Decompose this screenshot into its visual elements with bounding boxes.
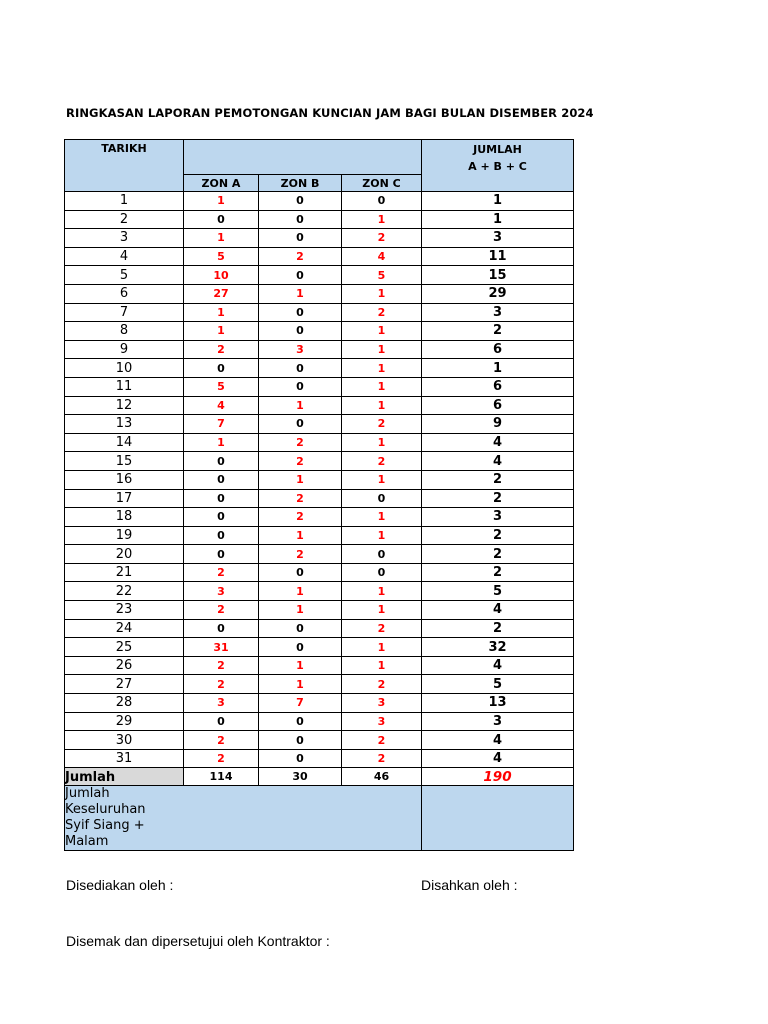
cell-zon-b: 2 xyxy=(259,247,342,266)
cell-zon-c: 4 xyxy=(342,247,422,266)
cell-jumlah: 3 xyxy=(422,712,574,731)
header-jumlah xyxy=(422,140,574,192)
cell-zon-c: 2 xyxy=(342,415,422,434)
cell-zon-b: 2 xyxy=(259,489,342,508)
cell-zon-b: 0 xyxy=(259,731,342,750)
cell-jumlah: 11 xyxy=(422,247,574,266)
header-zon-c: ZON C xyxy=(342,175,422,192)
cell-zon-a: 5 xyxy=(184,247,259,266)
cell-zon-c: 0 xyxy=(342,545,422,564)
cell-zon-b: 0 xyxy=(259,563,342,582)
keseluruhan-line: Malam xyxy=(65,834,109,850)
cell-zon-c: 1 xyxy=(342,470,422,489)
cell-jumlah: 3 xyxy=(422,229,574,248)
keseluruhan-value xyxy=(422,786,574,851)
table-row xyxy=(65,359,574,378)
cell-jumlah: 4 xyxy=(422,656,574,675)
checked-by-label: Disemak dan dipersetujui oleh Kontraktor : xyxy=(66,933,330,949)
cell-tarikh: 26 xyxy=(65,656,184,675)
cell-jumlah: 2 xyxy=(422,470,574,489)
cell-tarikh: 18 xyxy=(65,508,184,527)
cell-zon-a: 2 xyxy=(184,749,259,768)
table-row xyxy=(65,526,574,545)
table-row xyxy=(65,340,574,359)
table-row xyxy=(65,749,574,768)
cell-jumlah: 1 xyxy=(422,192,574,211)
table-row xyxy=(65,247,574,266)
cell-zon-b: 1 xyxy=(259,284,342,303)
cell-zon-a: 2 xyxy=(184,340,259,359)
cell-zon-a: 2 xyxy=(184,656,259,675)
cell-tarikh: 1 xyxy=(65,192,184,211)
cell-tarikh: 21 xyxy=(65,563,184,582)
cell-zon-b: 2 xyxy=(259,433,342,452)
cell-zon-a: 1 xyxy=(184,192,259,211)
cell-zon-c: 1 xyxy=(342,377,422,396)
summary-table xyxy=(64,139,574,851)
cell-zon-c: 1 xyxy=(342,396,422,415)
cell-jumlah: 4 xyxy=(422,749,574,768)
cell-zon-a: 2 xyxy=(184,601,259,620)
cell-zon-b: 0 xyxy=(259,415,342,434)
sum-zon-b: 30 xyxy=(259,768,342,786)
table-row xyxy=(65,712,574,731)
cell-zon-c: 0 xyxy=(342,563,422,582)
prepared-by-label: Disediakan oleh : xyxy=(66,877,174,893)
cell-zon-c: 1 xyxy=(342,601,422,620)
table-row xyxy=(65,470,574,489)
cell-zon-c: 2 xyxy=(342,619,422,638)
cell-zon-b: 2 xyxy=(259,452,342,471)
cell-zon-a: 0 xyxy=(184,489,259,508)
header-tarikh: TARIKH xyxy=(65,140,184,192)
cell-jumlah: 15 xyxy=(422,266,574,285)
cell-zon-c: 1 xyxy=(342,582,422,601)
cell-zon-a: 2 xyxy=(184,731,259,750)
cell-zon-b: 0 xyxy=(259,712,342,731)
cell-jumlah: 6 xyxy=(422,340,574,359)
cell-zon-c: 1 xyxy=(342,508,422,527)
cell-zon-b: 0 xyxy=(259,266,342,285)
cell-zon-c: 3 xyxy=(342,712,422,731)
cell-zon-c: 1 xyxy=(342,284,422,303)
header-row-top xyxy=(65,140,574,175)
cell-zon-b: 0 xyxy=(259,229,342,248)
cell-zon-a: 3 xyxy=(184,582,259,601)
cell-jumlah: 2 xyxy=(422,526,574,545)
cell-zon-c: 1 xyxy=(342,656,422,675)
table-row xyxy=(65,452,574,471)
header-zone-group xyxy=(184,140,422,175)
cell-zon-b: 1 xyxy=(259,526,342,545)
cell-jumlah: 4 xyxy=(422,433,574,452)
cell-zon-a: 0 xyxy=(184,526,259,545)
cell-zon-a: 1 xyxy=(184,433,259,452)
cell-zon-a: 10 xyxy=(184,266,259,285)
cell-zon-b: 3 xyxy=(259,340,342,359)
cell-zon-c: 1 xyxy=(342,322,422,341)
cell-zon-b: 0 xyxy=(259,749,342,768)
table-row xyxy=(65,284,574,303)
cell-zon-c: 2 xyxy=(342,229,422,248)
cell-zon-a: 5 xyxy=(184,377,259,396)
cell-zon-c: 3 xyxy=(342,694,422,713)
cell-zon-b: 0 xyxy=(259,638,342,657)
cell-zon-c: 1 xyxy=(342,210,422,229)
cell-zon-a: 0 xyxy=(184,210,259,229)
cell-zon-a: 1 xyxy=(184,322,259,341)
cell-zon-c: 1 xyxy=(342,359,422,378)
cell-jumlah: 29 xyxy=(422,284,574,303)
cell-zon-a: 2 xyxy=(184,563,259,582)
cell-tarikh: 14 xyxy=(65,433,184,452)
sum-zon-c: 46 xyxy=(342,768,422,786)
cell-zon-a: 0 xyxy=(184,619,259,638)
cell-zon-a: 3 xyxy=(184,694,259,713)
grand-total: 190 xyxy=(422,768,574,786)
cell-jumlah: 3 xyxy=(422,508,574,527)
cell-zon-b: 0 xyxy=(259,619,342,638)
cell-tarikh: 17 xyxy=(65,489,184,508)
cell-zon-a: 27 xyxy=(184,284,259,303)
cell-zon-a: 1 xyxy=(184,303,259,322)
cell-zon-c: 2 xyxy=(342,452,422,471)
table-row xyxy=(65,489,574,508)
table-row xyxy=(65,638,574,657)
cell-zon-a: 0 xyxy=(184,545,259,564)
cell-jumlah: 5 xyxy=(422,675,574,694)
table-row xyxy=(65,545,574,564)
cell-jumlah: 2 xyxy=(422,322,574,341)
cell-tarikh: 9 xyxy=(65,340,184,359)
header-zon-b: ZON B xyxy=(259,175,342,192)
cell-zon-a: 0 xyxy=(184,508,259,527)
cell-zon-a: 1 xyxy=(184,229,259,248)
table-row xyxy=(65,192,574,211)
cell-tarikh: 7 xyxy=(65,303,184,322)
cell-zon-a: 0 xyxy=(184,712,259,731)
cell-zon-b: 1 xyxy=(259,470,342,489)
cell-zon-b: 0 xyxy=(259,192,342,211)
cell-zon-a: 7 xyxy=(184,415,259,434)
cell-tarikh: 12 xyxy=(65,396,184,415)
cell-jumlah: 6 xyxy=(422,396,574,415)
cell-zon-b: 0 xyxy=(259,303,342,322)
cell-tarikh: 19 xyxy=(65,526,184,545)
cell-tarikh: 22 xyxy=(65,582,184,601)
cell-tarikh: 25 xyxy=(65,638,184,657)
table-row xyxy=(65,675,574,694)
table-row xyxy=(65,415,574,434)
table-row xyxy=(65,508,574,527)
cell-tarikh: 11 xyxy=(65,377,184,396)
cell-jumlah: 2 xyxy=(422,489,574,508)
cell-zon-b: 1 xyxy=(259,601,342,620)
cell-jumlah: 6 xyxy=(422,377,574,396)
cell-jumlah: 1 xyxy=(422,359,574,378)
cell-zon-c: 1 xyxy=(342,638,422,657)
header-jumlah-title: JUMLAH xyxy=(473,143,522,156)
cell-zon-a: 4 xyxy=(184,396,259,415)
cell-zon-c: 0 xyxy=(342,192,422,211)
cell-tarikh: 23 xyxy=(65,601,184,620)
cell-jumlah: 2 xyxy=(422,545,574,564)
table-row xyxy=(65,619,574,638)
cell-tarikh: 28 xyxy=(65,694,184,713)
cell-tarikh: 24 xyxy=(65,619,184,638)
table-row xyxy=(65,303,574,322)
cell-jumlah: 4 xyxy=(422,452,574,471)
cell-zon-b: 2 xyxy=(259,508,342,527)
cell-zon-b: 7 xyxy=(259,694,342,713)
cell-tarikh: 30 xyxy=(65,731,184,750)
cell-zon-c: 5 xyxy=(342,266,422,285)
cell-tarikh: 8 xyxy=(65,322,184,341)
table-row xyxy=(65,229,574,248)
cell-zon-b: 1 xyxy=(259,582,342,601)
report-title: RINGKASAN LAPORAN PEMOTONGAN KUNCIAN JAM BAGI BULAN DISEMBER 2024 xyxy=(66,106,594,120)
cell-zon-c: 2 xyxy=(342,749,422,768)
keseluruhan-label xyxy=(65,786,422,851)
header-zon-a: ZON A xyxy=(184,175,259,192)
cell-zon-a: 0 xyxy=(184,452,259,471)
cell-tarikh: 16 xyxy=(65,470,184,489)
cell-jumlah: 4 xyxy=(422,731,574,750)
table-row xyxy=(65,377,574,396)
cell-tarikh: 4 xyxy=(65,247,184,266)
cell-zon-c: 2 xyxy=(342,303,422,322)
cell-zon-a: 0 xyxy=(184,470,259,489)
cell-tarikh: 3 xyxy=(65,229,184,248)
cell-zon-c: 1 xyxy=(342,526,422,545)
cell-zon-c: 2 xyxy=(342,731,422,750)
cell-zon-b: 1 xyxy=(259,656,342,675)
table-row xyxy=(65,266,574,285)
cell-tarikh: 5 xyxy=(65,266,184,285)
cell-zon-c: 1 xyxy=(342,433,422,452)
cell-jumlah: 4 xyxy=(422,601,574,620)
cell-zon-b: 0 xyxy=(259,210,342,229)
table-row xyxy=(65,601,574,620)
cell-tarikh: 29 xyxy=(65,712,184,731)
cell-jumlah: 3 xyxy=(422,303,574,322)
cell-jumlah: 5 xyxy=(422,582,574,601)
keseluruhan-line: Syif Siang + xyxy=(65,818,145,834)
cell-zon-b: 0 xyxy=(259,377,342,396)
cell-tarikh: 13 xyxy=(65,415,184,434)
cell-jumlah: 32 xyxy=(422,638,574,657)
cell-tarikh: 20 xyxy=(65,545,184,564)
sum-label: Jumlah xyxy=(65,768,184,786)
cell-tarikh: 2 xyxy=(65,210,184,229)
cell-tarikh: 31 xyxy=(65,749,184,768)
cell-zon-b: 0 xyxy=(259,359,342,378)
table-row xyxy=(65,656,574,675)
table-row xyxy=(65,322,574,341)
cell-zon-a: 0 xyxy=(184,359,259,378)
cell-tarikh: 6 xyxy=(65,284,184,303)
cell-zon-c: 1 xyxy=(342,340,422,359)
table-row xyxy=(65,433,574,452)
keseluruhan-line: Keseluruhan xyxy=(65,802,146,818)
table-row xyxy=(65,396,574,415)
cell-zon-a: 31 xyxy=(184,638,259,657)
table-row xyxy=(65,210,574,229)
cell-zon-b: 1 xyxy=(259,396,342,415)
cell-zon-c: 0 xyxy=(342,489,422,508)
table-row xyxy=(65,731,574,750)
cell-jumlah: 13 xyxy=(422,694,574,713)
cell-tarikh: 15 xyxy=(65,452,184,471)
table-row xyxy=(65,582,574,601)
cell-zon-b: 2 xyxy=(259,545,342,564)
cell-jumlah: 2 xyxy=(422,619,574,638)
cell-tarikh: 10 xyxy=(65,359,184,378)
approved-by-label: Disahkan oleh : xyxy=(421,877,518,893)
cell-zon-b: 0 xyxy=(259,322,342,341)
keseluruhan-row xyxy=(65,786,574,851)
cell-tarikh: 27 xyxy=(65,675,184,694)
sum-row xyxy=(65,768,574,786)
data-rows xyxy=(65,192,574,768)
keseluruhan-line: Jumlah xyxy=(65,786,110,802)
cell-zon-b: 1 xyxy=(259,675,342,694)
cell-jumlah: 1 xyxy=(422,210,574,229)
header-jumlah-formula: A + B + C xyxy=(468,160,527,173)
sum-zon-a: 114 xyxy=(184,768,259,786)
table-row xyxy=(65,563,574,582)
cell-jumlah: 2 xyxy=(422,563,574,582)
cell-zon-c: 2 xyxy=(342,675,422,694)
cell-zon-a: 2 xyxy=(184,675,259,694)
table-row xyxy=(65,694,574,713)
cell-jumlah: 9 xyxy=(422,415,574,434)
